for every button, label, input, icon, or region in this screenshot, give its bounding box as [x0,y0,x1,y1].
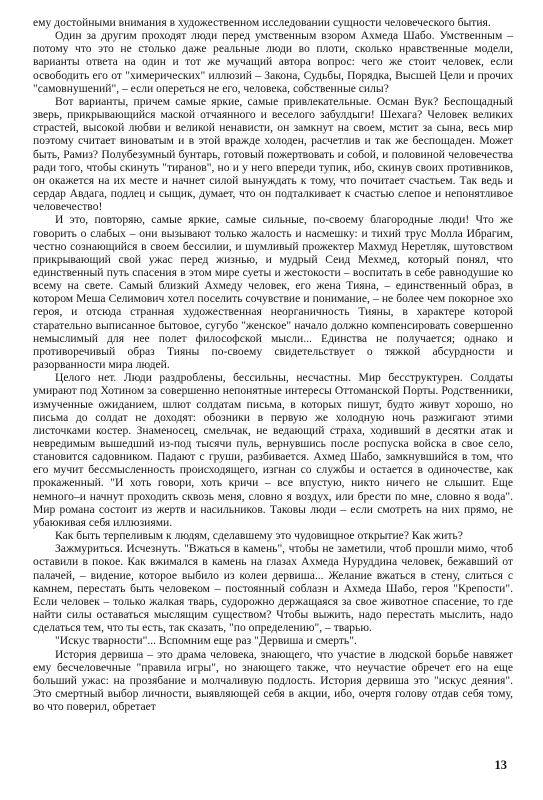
paragraph: Один за другим проходят люди перед умственным взором Ахмеда Шабо. Умственным – потому что это не столько даже реальные люди во плоти, сколько нравственные модели, варианты ответа на один и тот же мучащий автора вопрос: чего же стоит человек, если освободить его от "химерических" иллюзий – Закона, Судьбы, Порядка, Высшей Цели и прочих "самовнушений", – если опереться не его, человека, собственные силы? [33,29,513,95]
body-text [33,16,513,713]
paragraph: Зажмуриться. Исчезнуть. "Вжаться в камень", чтобы не заметили, чтоб прошли мимо, чтоб оставили в покое. Как вжимался в камень на глазах Ахмеда Нуруддина человек, бежавший от палачей, – видение, которое выбило из колеи дервиша... Желание вжаться в стену, слиться с камнем, перестать быть человеком – постоянный соблазн и Ахмеда Шабо, героя "Крепости". Если человек – только жалкая тварь, судорожно держащаяся за свое животное спасение, то где найти силы оставаться мыслящим существом? Чтобы выжить, надо перестать мыслить, надо сделаться тем, что ты есть, так сказать, "по определению", – тварью. [33,542,513,635]
paragraph: Целого нет. Люди раздроблены, бессильны, несчастны. Мир бесструктурен. Солдаты умирают под Хотином за совершенно непонятные интересы Оттоманской Порты. Родственники, измученные ожиданием, шлют солдатам письма, в которых пишут, будто живут хорошо, но письма до солдат не доходят: обозники в первую же холодную ночь разжигают этими листочками костер. Знаменосец, смельчак, не ведающий страха, ходивший в десятки атак и невредимым вышедший из-под тысячи пуль, вернувшись после роспуска войска в свое село, становится садовником. Падают с груши, разбивается. Ахмед Шабо, замкнувшийся в том, что его мучит бессмысленность происходящего, изгнан со службы и остается в одиночестве, как прокаженный. "И хоть говори, хоть кричи – все впустую, никто ничего не слышит. Еще немного–и начнут проходить сквозь меня, словно я воздух, или брести по мне, словно я вода". Мир романа состоит из жертв и насильников. Таковы люди – если смотреть на них прямо, не убаюкивая себя иллюзиями. [33,371,513,529]
paragraph: Как быть терпеливым к людям, сделавшему это чудовищное открытие? Как жить? [55,529,463,543]
paragraph: "Искус тварности"... Вспомним еще раз "Дервиша и смерть". [55,634,357,648]
paragraph: И это, повторяю, самые яркие, самые сильные, по-своему благородные люди! Что же говорить о слабых – они вызывают только жалость и насмешку: и тихий трус Молла Ибрагим, честно сознающийся в своем бессилии, и шумливый прожектер Махмуд Неретляк, шутовством прикрывающий свой ужас перед жизнью, и мудрый Сеид Мехмед, который понял, что единственный путь спасения в этом мире суеты и жестокости – воспитать в себе равнодушие ко всему на свете. Самый близкий Ахмеду человек, его жена Тияна, – единственный образ, в котором Меша Селимович хотел поселить сочувствие и понимание, – не более чем покорное эхо героя, и отсюда странная художественная неорганичность Тияны, в характере которой старательно выписанное бытовое, сугубо "женское" начало должно компенсировать совершенно немыслимый для нее полет философской мысли... Единства не получается; однако и противоречивый образ Тияны по-своему свидетельствует о тяжкой абсурдности и разорванности мира людей. [33,213,513,372]
paragraph: История дервиша – это драма человека, знающего, что участие в людской борьбе навяжет ему бесчеловечные "правила игры", но знающего также, что неучастие обречет его на еще больший ужас: на прозябание и молчаливую подлость. История дервиша это "искус деяния". Это смертный выбор личности, выявляющей себя в акции, ибо, очертя голову отдав себя тому, во что поверил, обретает [33,647,513,714]
page-number: 13 [494,758,507,772]
paragraph: Вот варианты, причем самые яркие, самые привлекательные. Осман Вук? Беспощадный зверь, прикрывающийся маской отчаянного и веселого забулдыги! Шехага? Человек великих страстей, высокой любви и великой ненависти, он замкнут на своем, мстит за сына, весь мир поэтому считает виноватым и в этой вражде холоден, расчетлив и так же беспощаден. Может быть, Рамиз? Полубезумный бунтарь, готовый пожертвовать и собой, и половиной человечества ради того, чтобы скинуть "тиранов", но и у него впереди тупик, ибо, скинув своих противников, он окажется на их месте и начнет силой вынуждать к тому, что почитает счастьем. Так ведь и сердар Авдага, подлец и сыщик, думает, что он подталкивает к счастью слепое и непонятливое человечество! [33,94,513,214]
paragraph: ему достойными внимания в художественном исследовании сущности человеческого бытия. [33,16,491,29]
